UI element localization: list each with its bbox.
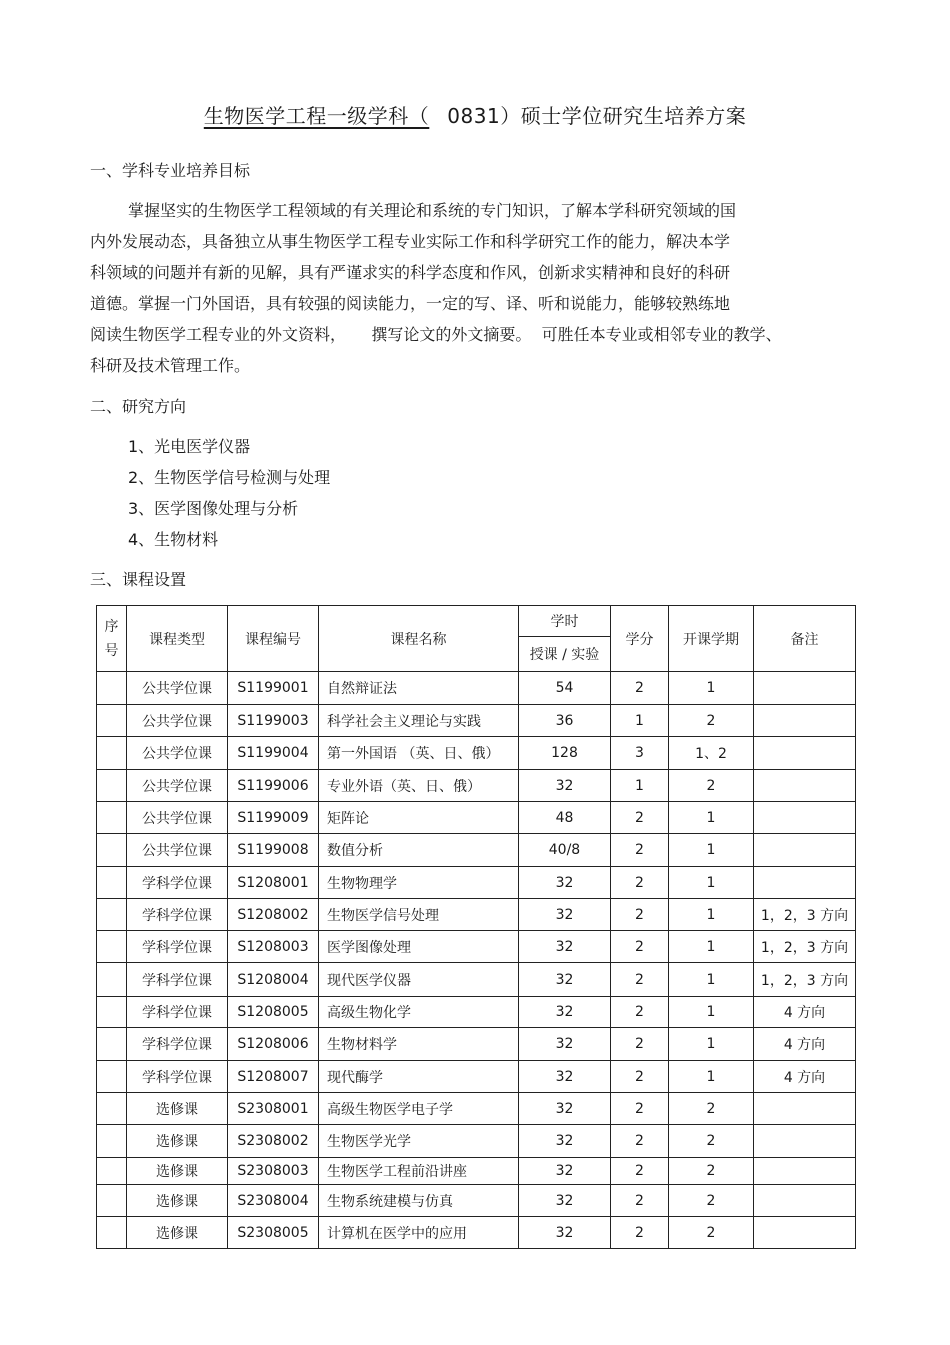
table-row	[97, 1217, 856, 1249]
cell-note	[754, 770, 856, 802]
cell-seq	[97, 931, 127, 963]
table-row	[97, 997, 856, 1028]
cell-credits: 2	[611, 931, 669, 963]
cell-semester: 1	[669, 963, 754, 997]
cell-credits: 2	[611, 867, 669, 899]
table-row	[97, 1185, 856, 1217]
cell-code: S1199003	[228, 705, 319, 737]
paragraph-line: 道德。掌握一门外国语，具有较强的阅读能力，一定的写、译、听和说能力，能够较熟练地	[90, 294, 731, 313]
cell-code: S2308004	[228, 1185, 319, 1217]
cell-type: 公共学位课	[127, 802, 228, 834]
cell-semester: 1	[669, 867, 754, 899]
table-row	[97, 899, 856, 931]
cell-semester: 1	[669, 834, 754, 867]
cell-seq	[97, 867, 127, 899]
cell-semester: 1	[669, 1028, 754, 1061]
cell-type: 选修课	[127, 1125, 228, 1158]
cell-name: 第一外国语 （英、日、俄）	[319, 737, 519, 770]
cell-hours: 32	[519, 1158, 611, 1185]
cell-name: 高级生物化学	[319, 997, 519, 1028]
cell-type: 公共学位课	[127, 737, 228, 770]
cell-note	[754, 672, 856, 705]
cell-hours: 32	[519, 1028, 611, 1061]
cell-note	[754, 1093, 856, 1125]
cell-code: S2308002	[228, 1125, 319, 1158]
cell-note	[754, 802, 856, 834]
course-table	[96, 605, 856, 1249]
cell-hours: 32	[519, 1185, 611, 1217]
cell-type: 选修课	[127, 1185, 228, 1217]
cell-credits: 1	[611, 770, 669, 802]
cell-hours: 32	[519, 1125, 611, 1158]
cell-credits: 2	[611, 1093, 669, 1125]
header-semester: 开课学期	[669, 606, 754, 672]
cell-seq	[97, 802, 127, 834]
cell-hours: 54	[519, 672, 611, 705]
cell-code: S2308001	[228, 1093, 319, 1125]
cell-type: 学科学位课	[127, 867, 228, 899]
cell-name: 生物系统建模与仿真	[319, 1185, 519, 1217]
cell-seq	[97, 1093, 127, 1125]
cell-hours: 128	[519, 737, 611, 770]
cell-name: 医学图像处理	[319, 931, 519, 963]
cell-note: 4 方向	[754, 997, 856, 1028]
cell-credits: 2	[611, 1125, 669, 1158]
cell-credits: 2	[611, 899, 669, 931]
cell-credits: 2	[611, 997, 669, 1028]
cell-name: 计算机在医学中的应用	[319, 1217, 519, 1249]
cell-note	[754, 867, 856, 899]
cell-semester: 1	[669, 802, 754, 834]
cell-semester: 2	[669, 1158, 754, 1185]
cell-seq	[97, 834, 127, 867]
cell-note	[754, 1217, 856, 1249]
cell-seq	[97, 770, 127, 802]
table-row	[97, 1158, 856, 1185]
cell-type: 选修课	[127, 1093, 228, 1125]
cell-seq	[97, 1125, 127, 1158]
cell-note	[754, 737, 856, 770]
cell-name: 生物医学信号处理	[319, 899, 519, 931]
paragraph-line: 科领域的问题并有新的见解，具有严谨求实的科学态度和作风，创新求实精神和良好的科研	[90, 263, 731, 282]
cell-type: 学科学位课	[127, 931, 228, 963]
table-header-row	[97, 606, 856, 637]
cell-code: S1208003	[228, 931, 319, 963]
cell-seq	[97, 1028, 127, 1061]
section1-heading: 一、学科专业培养目标	[90, 161, 251, 180]
cell-credits: 3	[611, 737, 669, 770]
header-seq: 序号	[97, 606, 127, 672]
cell-name: 矩阵论	[319, 802, 519, 834]
cell-hours: 32	[519, 867, 611, 899]
cell-semester: 2	[669, 1125, 754, 1158]
table-row	[97, 931, 856, 963]
cell-seq	[97, 997, 127, 1028]
cell-hours: 32	[519, 963, 611, 997]
table-row	[97, 834, 856, 867]
cell-credits: 2	[611, 1061, 669, 1093]
cell-hours: 32	[519, 997, 611, 1028]
direction-item: 3、医学图像处理与分析	[128, 499, 299, 518]
header-hours-sub: 授课 / 实验	[519, 637, 611, 672]
cell-seq	[97, 1217, 127, 1249]
cell-name: 自然辩证法	[319, 672, 519, 705]
cell-name: 生物物理学	[319, 867, 519, 899]
direction-item: 1、光电医学仪器	[128, 437, 251, 456]
header-notes: 备注	[754, 606, 856, 672]
cell-credits: 2	[611, 802, 669, 834]
cell-type: 选修课	[127, 1158, 228, 1185]
cell-credits: 2	[611, 1158, 669, 1185]
cell-hours: 32	[519, 770, 611, 802]
cell-credits: 2	[611, 1185, 669, 1217]
table-row	[97, 1061, 856, 1093]
table-row	[97, 770, 856, 802]
cell-code: S1199009	[228, 802, 319, 834]
cell-hours: 32	[519, 931, 611, 963]
cell-type: 公共学位课	[127, 834, 228, 867]
cell-name: 科学社会主义理论与实践	[319, 705, 519, 737]
cell-code: S1199004	[228, 737, 319, 770]
cell-name: 现代酶学	[319, 1061, 519, 1093]
header-code: 课程编号	[228, 606, 319, 672]
cell-code: S1208001	[228, 867, 319, 899]
cell-seq	[97, 705, 127, 737]
paragraph-line: 阅读生物医学工程专业的外文资料， 撰写论文的外文摘要。 可胜任本专业或相邻专业的教学、	[90, 325, 782, 344]
cell-semester: 2	[669, 705, 754, 737]
cell-note: 1，2，3 方向	[754, 931, 856, 963]
cell-name: 生物材料学	[319, 1028, 519, 1061]
paragraph-line: 掌握坚实的生物医学工程领域的有关理论和系统的专门知识，了解本学科研究领域的国	[128, 201, 737, 220]
cell-semester: 1	[669, 672, 754, 705]
paragraph-line: 科研及技术管理工作。	[90, 356, 251, 375]
table-row	[97, 705, 856, 737]
cell-code: S1208006	[228, 1028, 319, 1061]
cell-hours: 32	[519, 1061, 611, 1093]
cell-note: 4 方向	[754, 1028, 856, 1061]
cell-hours: 32	[519, 899, 611, 931]
cell-code: S1208002	[228, 899, 319, 931]
direction-item: 4、生物材料	[128, 530, 219, 549]
cell-credits: 2	[611, 672, 669, 705]
cell-name: 现代医学仪器	[319, 963, 519, 997]
cell-seq	[97, 1185, 127, 1217]
cell-credits: 2	[611, 1217, 669, 1249]
table-row	[97, 802, 856, 834]
cell-code: S1199001	[228, 672, 319, 705]
cell-seq	[97, 899, 127, 931]
cell-note	[754, 1125, 856, 1158]
header-name: 课程名称	[319, 606, 519, 672]
cell-semester: 1	[669, 1061, 754, 1093]
cell-seq	[97, 737, 127, 770]
cell-semester: 1、2	[669, 737, 754, 770]
paragraph-line: 内外发展动态，具备独立从事生物医学工程专业实际工作和科学研究工作的能力，解决本学	[90, 232, 731, 251]
cell-note: 1，2，3 方向	[754, 963, 856, 997]
cell-name: 专业外语（英、日、俄）	[319, 770, 519, 802]
cell-note	[754, 1185, 856, 1217]
cell-hours: 48	[519, 802, 611, 834]
cell-credits: 2	[611, 1028, 669, 1061]
table-row	[97, 867, 856, 899]
cell-hours: 32	[519, 1093, 611, 1125]
table-row	[97, 1093, 856, 1125]
cell-type: 选修课	[127, 1217, 228, 1249]
header-hours: 学时	[519, 606, 611, 637]
cell-semester: 2	[669, 1185, 754, 1217]
cell-type: 学科学位课	[127, 899, 228, 931]
cell-type: 学科学位课	[127, 1028, 228, 1061]
table-row	[97, 1125, 856, 1158]
direction-item: 2、生物医学信号检测与处理	[128, 468, 331, 487]
cell-seq	[97, 1158, 127, 1185]
cell-type: 学科学位课	[127, 997, 228, 1028]
cell-hours: 36	[519, 705, 611, 737]
section2-heading: 二、研究方向	[90, 397, 187, 416]
title-code: 0831）	[447, 104, 521, 128]
cell-credits: 2	[611, 963, 669, 997]
cell-semester: 1	[669, 997, 754, 1028]
title-rest: 硕士学位研究生培养方案	[520, 104, 747, 128]
cell-note: 4 方向	[754, 1061, 856, 1093]
table-row	[97, 737, 856, 770]
cell-name: 数值分析	[319, 834, 519, 867]
course-table-body	[97, 672, 856, 1249]
cell-type: 学科学位课	[127, 963, 228, 997]
cell-code: S2308003	[228, 1158, 319, 1185]
table-row	[97, 1028, 856, 1061]
title-underlined: 生物医学工程一级学科（	[203, 104, 430, 128]
cell-type: 公共学位课	[127, 705, 228, 737]
cell-name: 生物医学光学	[319, 1125, 519, 1158]
table-row	[97, 672, 856, 705]
cell-code: S1199006	[228, 770, 319, 802]
cell-hours: 40/8	[519, 834, 611, 867]
cell-hours: 32	[519, 1217, 611, 1249]
cell-type: 学科学位课	[127, 1061, 228, 1093]
cell-name: 高级生物医学电子学	[319, 1093, 519, 1125]
cell-seq	[97, 672, 127, 705]
table-row	[97, 963, 856, 997]
cell-semester: 1	[669, 899, 754, 931]
cell-note	[754, 1158, 856, 1185]
cell-seq	[97, 963, 127, 997]
cell-credits: 2	[611, 834, 669, 867]
cell-code: S1199008	[228, 834, 319, 867]
cell-code: S2308005	[228, 1217, 319, 1249]
cell-note	[754, 834, 856, 867]
cell-note: 1，2，3 方向	[754, 899, 856, 931]
header-type: 课程类型	[127, 606, 228, 672]
cell-seq	[97, 1061, 127, 1093]
cell-type: 公共学位课	[127, 672, 228, 705]
cell-type: 公共学位课	[127, 770, 228, 802]
section3-heading: 三、课程设置	[90, 570, 187, 589]
document-title	[0, 100, 950, 129]
cell-semester: 2	[669, 1093, 754, 1125]
cell-credits: 1	[611, 705, 669, 737]
cell-code: S1208005	[228, 997, 319, 1028]
cell-code: S1208007	[228, 1061, 319, 1093]
cell-code: S1208004	[228, 963, 319, 997]
cell-note	[754, 705, 856, 737]
cell-semester: 2	[669, 770, 754, 802]
cell-semester: 1	[669, 931, 754, 963]
header-credits: 学分	[611, 606, 669, 672]
cell-semester: 2	[669, 1217, 754, 1249]
cell-name: 生物医学工程前沿讲座	[319, 1158, 519, 1185]
